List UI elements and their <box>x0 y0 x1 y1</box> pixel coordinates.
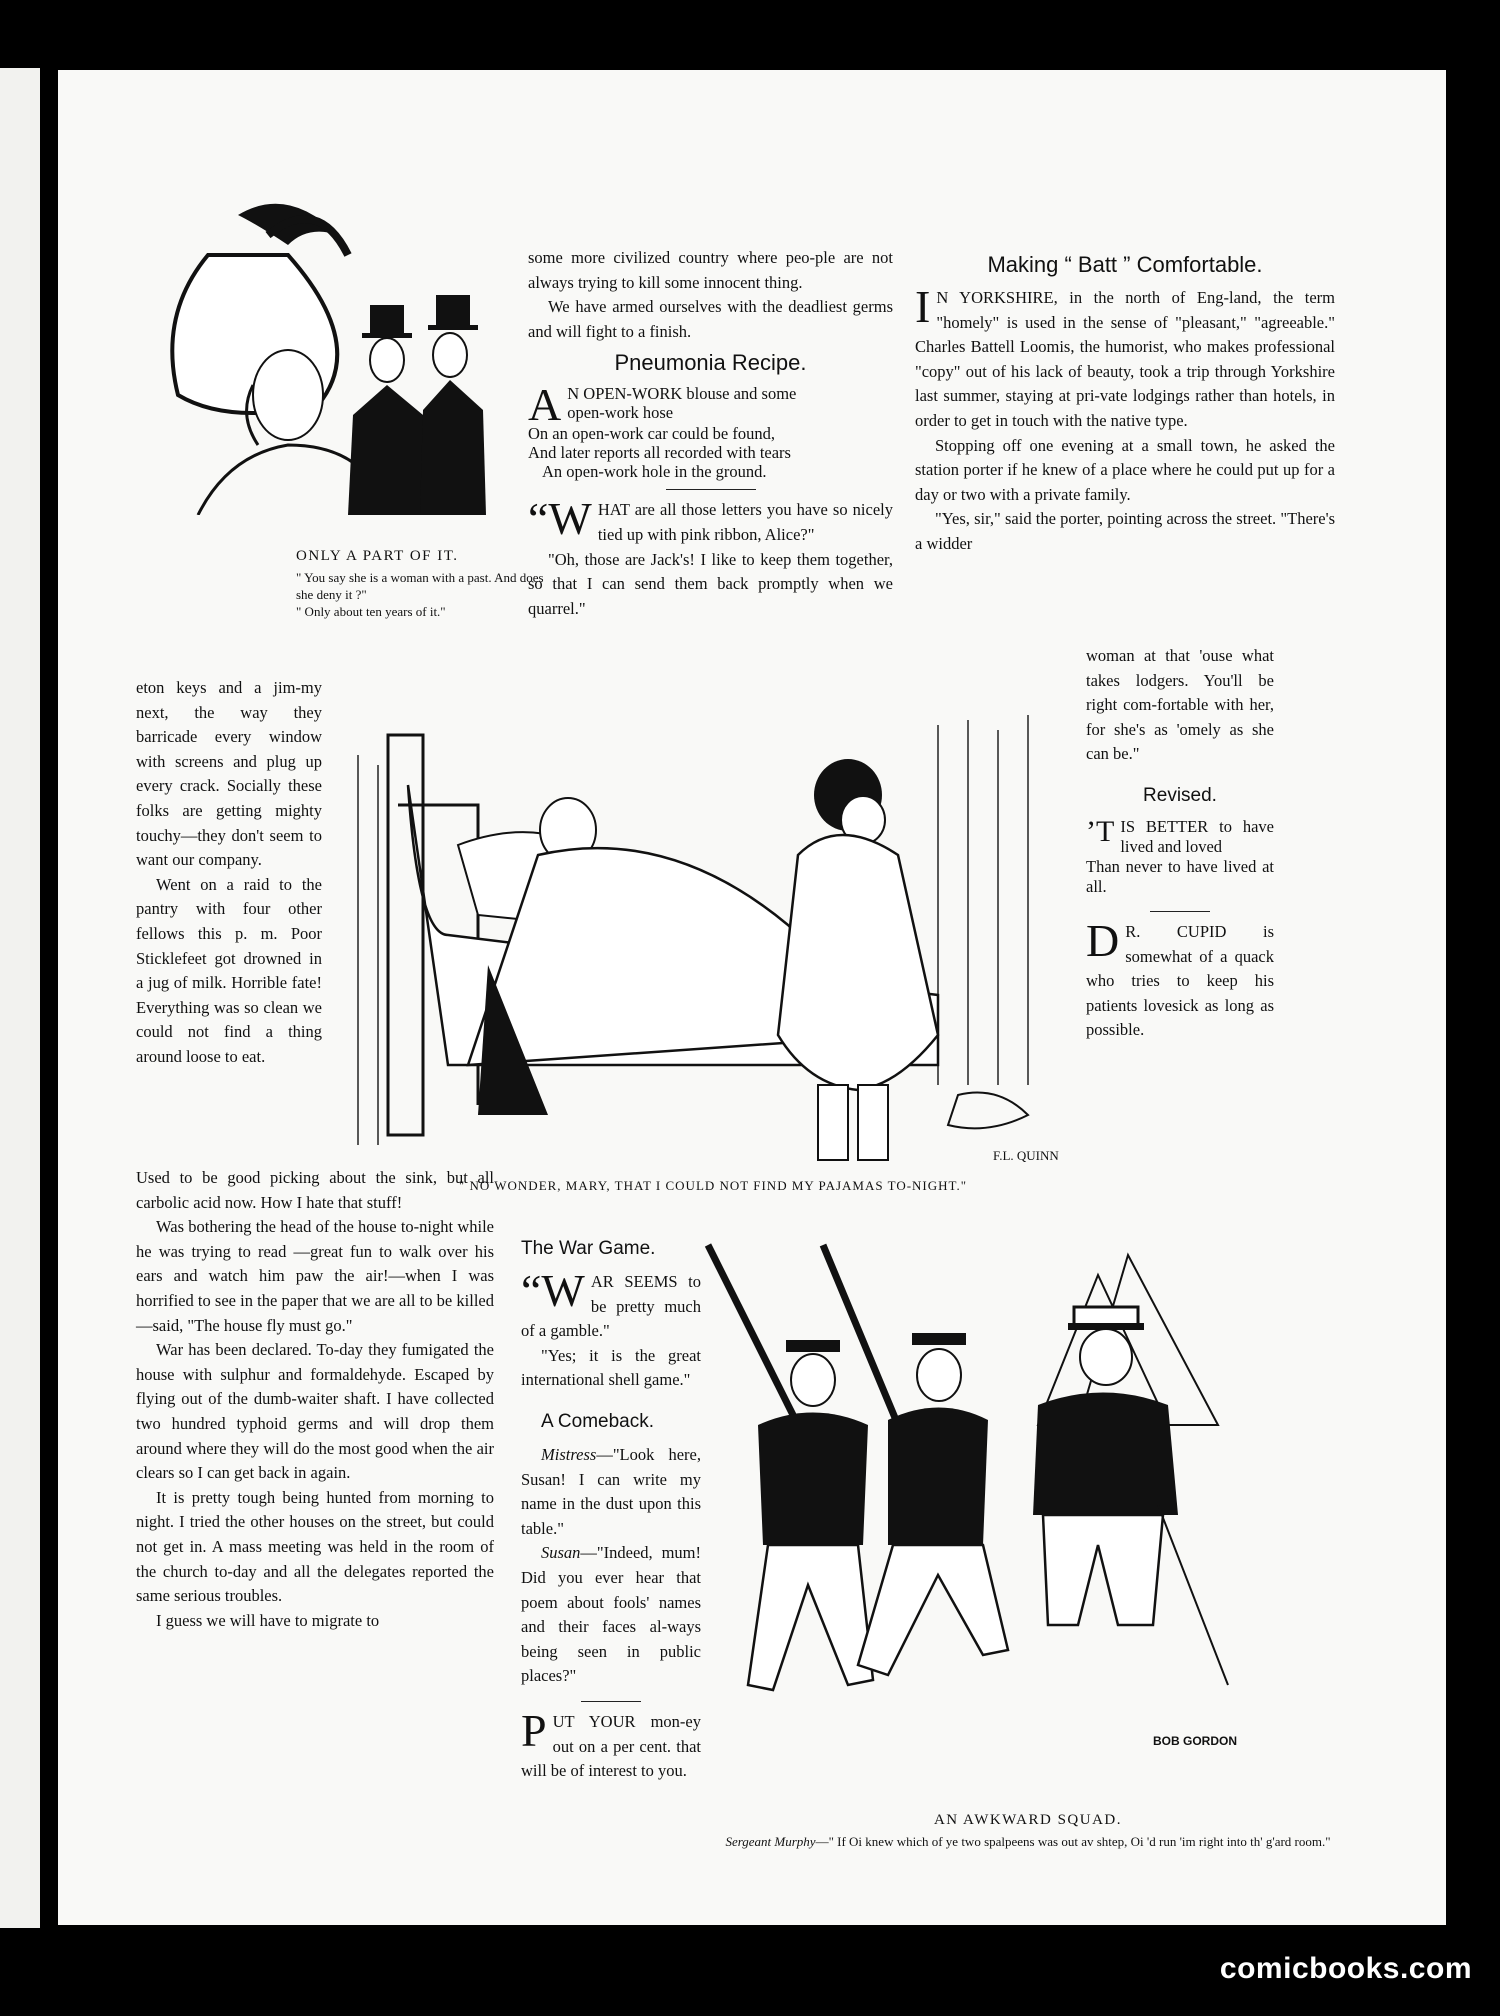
war-game-paragraph <box>521 1265 701 1344</box>
comeback-text-1: —"Look here, Susan! I can write my name in the dust upon this table." <box>521 1444 701 1538</box>
money-paragraph <box>521 1704 701 1784</box>
revised-line-2: Than never to have lived at all. <box>1086 856 1274 896</box>
cartoon-lady-title: ONLY A PART OF IT. <box>296 548 459 564</box>
cupid-text: R. CUPID is somewhat of a quack who tries to keep his patients lovesick as long as possible. <box>1086 921 1274 1040</box>
column-right-top <box>915 246 1335 557</box>
revised-title: Revised. <box>1143 784 1217 806</box>
fly-paragraph-4: Was bothering the head of the house to-night while he was trying to read —great fun to walk over his ears and watch him paw the air!—when I was horrified to see in the paper that we are all to be killed—said, "The house fly must go." <box>136 1217 494 1335</box>
cartoon-squad-speaker: Sergeant Murphy <box>725 1834 816 1849</box>
war-game-text: AR SEEMS to be pretty much of a gamble." <box>521 1272 701 1341</box>
cartoon-squad-signature: BOB GORDON <box>1153 1734 1237 1748</box>
cartoon-squad-line <box>718 1833 1338 1850</box>
batt-paragraph-3: "Yes, sir," said the porter, pointing across the street. "There's a widder <box>915 509 1335 553</box>
fly-paragraph-1: eton keys and a jim-my next, the way they barricade every window with screens and plug up every crack. Socially these folks are getting mighty touchy—they don't seem to want our company. <box>136 678 322 870</box>
divider <box>1150 911 1210 912</box>
cartoon-lady-line-2: " Only about ten years of it." <box>296 604 446 619</box>
pneumonia-poem <box>528 379 893 482</box>
letters-paragraph <box>528 493 893 547</box>
column-middle-top <box>528 246 893 621</box>
fly-paragraph-6: It is pretty tough being hunted from morning to night. I tried the other houses on the street, but could not get in. A mass meeting was held in the room of the church to-day and all the delegates reported the same serious troubles. <box>136 1487 494 1606</box>
pneumonia-line-1: N OPEN-WORK blouse and some <box>567 384 797 404</box>
cartoon-lady-line-1: " You say she is a woman with a past. And does she deny it ?" <box>296 570 544 602</box>
pneumonia-title: Pneumonia Recipe. <box>614 350 807 376</box>
cartoon-bed-caption: " NO WONDER, MARY, THAT I COULD NOT FIND MY PAJAMAS TO-NIGHT." <box>458 1178 968 1193</box>
revised-line-1: IS BETTER to have lived and loved <box>1120 816 1274 856</box>
pneumonia-line-5: An open-work hole in the ground. <box>542 462 767 482</box>
cartoon-lady-caption <box>296 548 561 620</box>
cupid-paragraph <box>1086 914 1274 1043</box>
letters-reply: "Oh, those are Jack's! I like to keep them together, so that I can send them back promptly when we quarrel." <box>528 549 893 618</box>
cartoon-bed-scene <box>338 705 1078 1175</box>
money-text: UT YOUR mon-ey out on a per cent. that will be of interest to you. <box>521 1711 701 1781</box>
cartoon-lady-hat <box>138 195 518 515</box>
house-fly-continued: some more civilized country where peo-ple are not always trying to kill some innocent thing. <box>528 248 893 292</box>
column-left-narrow <box>136 676 322 1070</box>
money-drop-cap: P <box>521 1704 547 1756</box>
batt-paragraph-1 <box>915 281 1335 434</box>
cartoon-bed-signature: F.L. QUINN <box>993 1148 1059 1163</box>
cartoon-squad-title: AN AWKWARD SQUAD. <box>933 1812 1123 1828</box>
war-game-title: The War Game. <box>521 1238 656 1259</box>
comeback-title: A Comeback. <box>541 1410 654 1432</box>
comeback-text-2: —"Indeed, mum! Did you ever hear that poem about fools' names and their faces al-ways being seen in public places?" <box>521 1543 701 1686</box>
letters-drop-cap: “W <box>528 493 592 545</box>
batt-drop-cap: I <box>915 281 931 332</box>
germs-paragraph: We have armed ourselves with the deadliest germs and will fight to a finish. <box>528 297 893 341</box>
fly-paragraph-7: I guess we will have to migrate to <box>156 1610 380 1630</box>
cartoon-squad-text: —" If Oi knew which of ye two spalpeens was out av shtep, Oi 'd run 'im right into th' g'ard room." <box>815 1834 1331 1849</box>
column-left-wide <box>136 1166 494 1633</box>
page-gutter <box>40 68 58 1928</box>
column-right-mid <box>1086 644 1274 1043</box>
magazine-page <box>58 70 1446 1925</box>
cupid-drop-cap: D <box>1086 914 1120 966</box>
batt-paragraph-4: woman at that 'ouse what takes lodgers. You'll be right com-fortable with her, for she's as 'omely as she can be." <box>1086 646 1274 764</box>
batt-title: Making “ Batt ” Comfortable. <box>987 252 1263 277</box>
divider <box>666 489 756 490</box>
fly-paragraph-5: War has been declared. To-day they fumigated the house with sulphur and formaldehyde. Escaped by flying out of the dumb-waiter shaft. I have collected two hundred typhoid germs and will drop them around where they will do the most good when the air clears so I can get back in again. <box>136 1340 494 1483</box>
fly-paragraph-3: Used to be good picking about the sink, but all carbolic acid now. How I hate that stuff! <box>136 1168 494 1212</box>
letters-text: HAT are all those letters you have so nicely tied up with pink ribbon, Alice?" <box>597 500 893 544</box>
divider <box>581 1701 641 1702</box>
cartoon-awkward-squad <box>698 1185 1338 1755</box>
pneumonia-line-2: open-work hose <box>567 403 674 423</box>
war-game-drop-cap: “W <box>521 1265 585 1316</box>
fly-paragraph-2: Went on a raid to the pantry with four other fellows this p. m. Poor Sticklefeet got drowned in a jug of milk. Horrible fate! Everything was so clean we could not find a thing around loose to eat. <box>136 874 322 1066</box>
comeback-paragraph-1 <box>521 1443 701 1541</box>
site-watermark: comicbooks.com <box>1219 1952 1472 1985</box>
comeback-speaker-1: Mistress <box>541 1444 597 1464</box>
column-middle-bottom <box>521 1230 701 1784</box>
war-game-reply: "Yes; it is the great international shell game." <box>521 1345 701 1390</box>
pneumonia-drop-cap: A <box>528 379 562 431</box>
cartoon-squad-caption <box>718 1812 1338 1850</box>
revised-drop-cap: ’T <box>1086 814 1115 848</box>
batt-paragraph-2: Stopping off one evening at a small town, he asked the station porter if he knew of a place where he could put up for a day or two with a private family. <box>915 435 1335 504</box>
pneumonia-line-3: On an open-work car could be found, <box>528 424 775 444</box>
revised-poem <box>1086 814 1274 897</box>
pneumonia-line-4: And later reports all recorded with tears <box>528 443 791 463</box>
comeback-paragraph-2 <box>521 1541 701 1689</box>
previous-page-edge <box>0 68 40 1928</box>
comeback-speaker-2: Susan <box>541 1543 581 1563</box>
batt-text-1: N YORKSHIRE, in the north of Eng-land, the term "homely" is used in the sense of "pleasant," "agreeable." Charles Battell Loomis, the humorist, who makes professional "copy" out of his lack of beauty, took a trip through Yorkshire last summer, staying at pri-vate lodgings rather than hotels, in order to get in touch with the native type. <box>915 288 1335 430</box>
